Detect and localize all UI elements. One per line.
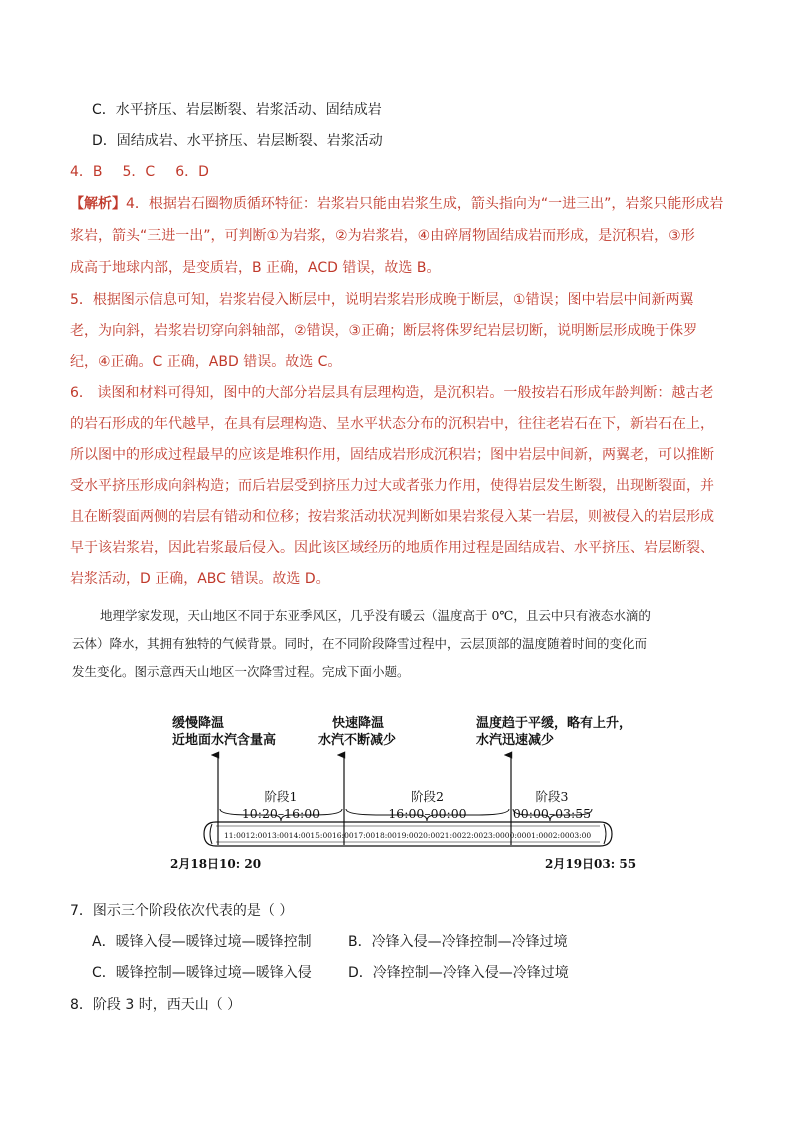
timeline-tick-label: 15:00 <box>310 831 333 840</box>
analysis-6-line-5: 且在断裂面两侧的岩层有错动和位移；按岩浆活动状况判断如果岩浆侵入某一岩层，则被侵入的岩层形成 <box>70 509 714 525</box>
stage3-note-line-2: 水汽迅速减少 <box>476 733 555 748</box>
stage1-note-line-1: 缓慢降温 <box>172 716 225 731</box>
end-date: 2月19日03: 55 <box>545 857 637 871</box>
q7-stem: 7．图示三个阶段依次代表的是（ ） <box>70 903 294 919</box>
stage3-name: 阶段3 <box>535 789 569 804</box>
timeline-tick-label: 16:00 <box>332 831 354 840</box>
q8-stem: 8．阶段 3 时，西天山（ ） <box>70 997 242 1013</box>
start-date: 2月18日10: 20 <box>170 857 262 871</box>
timeline-tick-label: 19:00 <box>396 831 419 840</box>
analysis-6-line-6: 早于该岩浆岩，因此岩浆最后侵入。因此该区域经历的地质作用过程是固结成岩、水平挤压、岩层断裂、 <box>70 540 714 556</box>
analysis-6-line-7: 岩浆活动，D 正确，ABC 错误。故选 D。 <box>70 571 330 587</box>
timeline-tick-label: 23:00 <box>483 831 505 840</box>
timeline-tick-label: 18:00 <box>375 831 397 840</box>
timeline-tick-label: 20:00 <box>418 831 441 840</box>
analysis-4-line-2: 浆岩，箭头“三进一出”，可判断①为岩浆，②为岩浆岩，④由碎屑物固结成岩而形成，是沉积岩，③形 <box>70 228 695 244</box>
timeline-tick-label: 17:00 <box>353 831 376 840</box>
timeline-ticks <box>224 831 591 840</box>
option-c-prev: C．水平挤压、岩层断裂、岩浆活动、固结成岩 <box>92 102 382 118</box>
timeline-tick-label: 03:00 <box>569 831 592 840</box>
stage3-note-line-1: 温度趋于平缓，略有上升， <box>476 716 633 731</box>
stage2-note-line-2: 水汽不断减少 <box>318 733 397 748</box>
timeline-tick-label: 22:00 <box>461 831 484 840</box>
timeline-tick-label: 12:00 <box>245 831 268 840</box>
answer-4: 4．B <box>70 164 103 180</box>
analysis-6-line-4: 受水平挤压形成向斜构造；而后岩层受到挤压力过大或者张力作用，使得岩层发生断裂，出现断裂面，并 <box>70 478 714 494</box>
q7-option-a[interactable]: A．暖锋入侵—暖锋过境—暖锋控制 <box>92 934 312 950</box>
analysis-5-line-1: 5．根据图示信息可知，岩浆岩侵入断层中，说明岩浆岩形成晚于断层，①错误；图中岩层中间新两翼 <box>70 292 694 308</box>
answer-row <box>70 162 209 182</box>
analysis-6-line-2: 的岩石形成的年代越早，在具有层理构造、呈水平状态分布的沉积岩中，往往老岩石在下，新岩石在上， <box>70 416 714 432</box>
passage-line-3: 发生变化。图示意西天山地区一次降雪过程。完成下面小题。 <box>72 664 410 679</box>
stage2-label <box>344 788 511 822</box>
timeline-tick-label: 00:00 <box>504 831 527 840</box>
stage1-note-line-2: 近地面水汽含量高 <box>172 733 277 748</box>
timeline-tick-label: 01:00 <box>526 831 549 840</box>
stage2-name: 阶段2 <box>411 789 444 804</box>
stage2-time: 16:00–00:00 <box>388 806 467 821</box>
passage-line-2: 云体）降水，其拥有独特的气候背景。同时，在不同阶段降雪过程中，云层顶部的温度随着时间的变化而 <box>72 636 648 651</box>
answer-6: 6．D <box>175 164 209 180</box>
stage3-label <box>511 788 593 822</box>
q7-option-c[interactable]: C．暖锋控制—暖锋过境—暖锋入侵 <box>92 965 312 981</box>
timeline-tick-label: 21:00 <box>440 831 462 840</box>
timeline-tick-label: 13:00 <box>267 831 289 840</box>
stage2-note-line-1: 快速降温 <box>332 716 385 731</box>
analysis-6-line-3: 所以图中的形成过程最早的应该是堆积作用，固结成岩形成沉积岩；图中岩层中间新，两翼老，可以推断 <box>70 447 714 463</box>
stage1-time: 10:20–16:00 <box>241 806 321 821</box>
stage1-label <box>218 788 344 822</box>
option-d-prev: D．固结成岩、水平挤压、岩层断裂、岩浆活动 <box>92 133 383 149</box>
timeline-tick-label: 14:00 <box>288 831 311 840</box>
timeline-tick-label: 02:00 <box>548 831 570 840</box>
analysis-4-line-3: 成高于地球内部，是变质岩，B 正确，ACD 错误，故选 B。 <box>70 260 441 276</box>
stage3-time: 00:00–03:55 <box>512 806 592 821</box>
analysis-6-line-1: 6． 读图和材料可得知，图中的大部分岩层具有层理构造，是沉积岩。一般按岩石形成年龄判断：越古老 <box>70 385 714 401</box>
passage-line-1: 地理学家发现，天山地区不同于东亚季风区，几乎没有暖云（温度高于 0℃，且云中只有液态水滴的 <box>100 608 651 623</box>
stage1-name: 阶段1 <box>264 789 298 804</box>
q7-option-d[interactable]: D．冷锋控制—冷锋入侵—冷锋过境 <box>348 965 569 981</box>
analysis-5-line-2: 老，为向斜，岩浆岩切穿向斜轴部，②错误，③正确；断层将侏罗纪岩层切断，说明断层形成晚于侏罗 <box>70 323 698 339</box>
snowfall-timeline-diagram <box>160 705 637 880</box>
analysis-5-line-3: 纪，④正确。C 正确，ABD 错误。故选 C。 <box>70 354 342 370</box>
q7-option-b[interactable]: B．冷锋入侵—冷锋控制—冷锋过境 <box>348 934 568 950</box>
timeline-tick-label: 11:00 <box>224 831 246 840</box>
answer-5: 5．C <box>122 164 156 180</box>
analysis-4-line-1: 【解析】4．根据岩石圈物质循环特征：岩浆岩只能由岩浆生成，箭头指向为“一进三出”，岩浆只能形成岩 <box>70 196 724 212</box>
analysis-tag: 【解析】 <box>70 196 126 212</box>
